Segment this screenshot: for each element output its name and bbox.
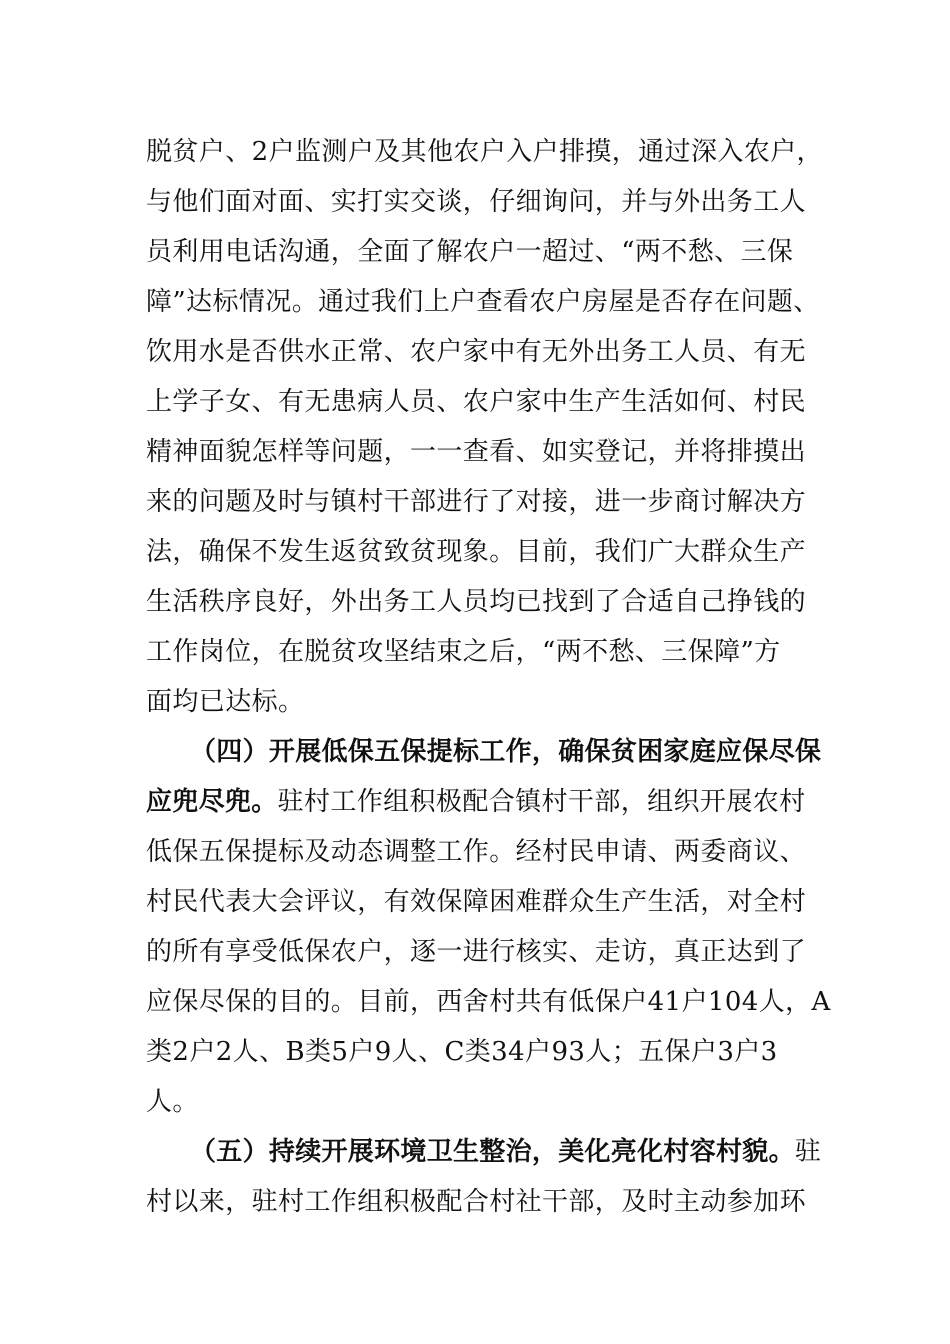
section-4-heading: （四）开展低保五保提标工作，确保贫困家庭应保尽保 bbox=[190, 737, 822, 767]
section-4-line-3: 的所有享受低保农户，逐一进行核实、走访，真正达到了 bbox=[146, 937, 807, 967]
section-5-heading: （五）持续开展环境卫生整治，美化亮化村容村貌。 bbox=[190, 1137, 795, 1167]
text-line-7: 精神面貌怎样等问题，一一查看、如实登记，并将排摸出 bbox=[146, 437, 807, 467]
section-4-line-6: 人。 bbox=[146, 1087, 199, 1117]
text-line-5: 饮用水是否供水正常、农户家中有无外出务工人员、有无 bbox=[146, 337, 807, 367]
section-4-heading-end: 应兜尽兜。 bbox=[146, 787, 278, 817]
text-line-10: 生活秩序良好，外出务工人员均已找到了合适自己挣钱的 bbox=[146, 587, 807, 617]
section-4-heading-continued bbox=[146, 782, 816, 822]
section-4-line-2: 村民代表大会评议，有效保障困难群众生产生活，对全村 bbox=[146, 887, 807, 917]
text-line-6: 上学子女、有无患病人员、农户家中生产生活如何、村民 bbox=[146, 387, 807, 417]
text-line-1: 脱贫户、2户监测户及其他农户入户排摸，通过深入农户， bbox=[146, 137, 823, 167]
section-4-line-1: 低保五保提标及动态调整工作。经村民申请、两委商议、 bbox=[146, 837, 807, 867]
text-line-11: 工作岗位，在脱贫攻坚结束之后，“两不愁、三保障”方 bbox=[146, 637, 781, 667]
section-5-heading-line bbox=[190, 1132, 822, 1172]
text-line-3: 员利用电话沟通，全面了解农户一超过、“两不愁、三保 bbox=[146, 237, 794, 267]
section-5-line-1: 村以来，驻村工作组积极配合村社干部，及时主动参加环 bbox=[146, 1187, 807, 1217]
text-line-2: 与他们面对面、实打实交谈，仔细询问，并与外出务工人 bbox=[146, 187, 807, 217]
section-4-text-start: 驻村工作组积极配合镇村干部，组织开展农村 bbox=[277, 787, 806, 817]
section-4-line-4: 应保尽保的目的。目前，西舍村共有低保户41户104人，A bbox=[146, 987, 831, 1017]
text-line-9: 法，确保不发生返贫致贫现象。目前，我们广大群众生产 bbox=[146, 537, 807, 567]
text-line-8: 来的问题及时与镇村干部进行了对接，进一步商讨解决方 bbox=[146, 487, 807, 517]
section-5-text-start: 驻 bbox=[794, 1137, 822, 1167]
text-line-4: 障”达标情况。通过我们上户查看农户房屋是否存在问题、 bbox=[146, 287, 820, 317]
text-line-12: 面均已达标。 bbox=[146, 687, 305, 717]
section-4-line-5: 类2户2人、B类5户9人、C类34户93人；五保户3户3 bbox=[146, 1037, 778, 1067]
